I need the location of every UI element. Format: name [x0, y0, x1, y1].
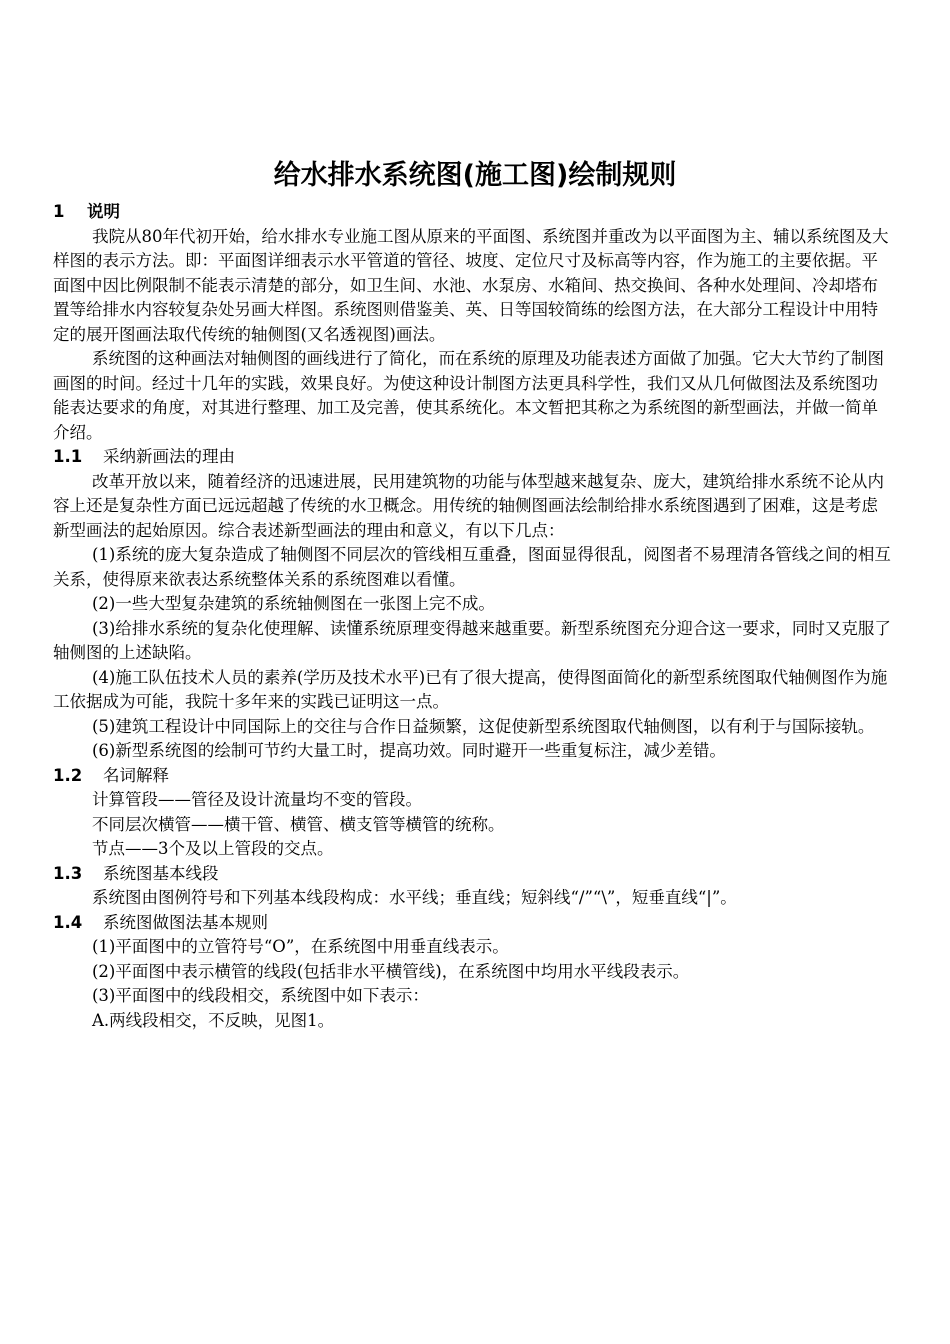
- list-item: (5)建筑工程设计中同国际上的交往与合作日益频繁，这促使新型系统图取代轴侧图，以有利于与国际接轨。: [92, 716, 875, 736]
- list-item: (3)平面图中的线段相交，系统图中如下表示：: [92, 986, 429, 1005]
- section-heading-1-3: 1.3 系统图基本线段: [53, 863, 219, 883]
- list-item: (1)系统的庞大复杂造成了轴侧图不同层次的管线相互重叠，图面显得很乱，阅图者不易理清各管线之间的相互关系，使得原来欲表达系统整体关系的系统图难以看懂。: [53, 545, 891, 589]
- list-item: (4)施工队伍技术人员的素养(学历及技术水平)已有了很大提高，使得图面简化的新型系统图取代轴侧图作为施工依据成为可能，我院十多年来的实践已证明这一点。: [53, 667, 888, 711]
- paragraph: 系统图的这种画法对轴侧图的画线进行了简化，而在系统的原理及功能表述方面做了加强。它大大节约了制图画图的时间。经过十几年的实践，效果良好。为使这种设计制图方法更具科学性，我们又从几何做图法及系统图功能表达要求的角度，对其进行整理、加工及完善，使其系统化。本文暂把其称之为系统图的新型画法，并做一简单介绍。: [53, 349, 884, 442]
- list-item: (1)平面图中的立管符号“O”，在系统图中用垂直线表示。: [92, 937, 509, 956]
- section-heading-1-2: 1.2 名词解释: [53, 765, 169, 785]
- list-item: (2)一些大型复杂建筑的系统轴侧图在一张图上完不成。: [92, 594, 495, 613]
- paragraph: 改革开放以来，随着经济的迅速进展，民用建筑物的功能与体型越来越复杂、庞大，建筑给排水系统不论从内容上还是复杂性方面已远远超越了传统的水卫概念。用传统的轴侧图画法绘制给排水系统图遇到了困难，这是考虑新型画法的起始原因。综合表述新型画法的理由和意义，有以下几点：: [53, 471, 884, 540]
- document-body: [53, 200, 893, 1033]
- paragraph: 系统图由图例符号和下列基本线段构成：水平线；垂直线；短斜线“/”“\”，短垂直线“|”。: [92, 888, 737, 907]
- paragraph: 我院从80年代初开始，给水排水专业施工图从原来的平面图、系统图并重改为以平面图为主、辅以系统图及大样图的表示方法。即：平面图详细表示水平管道的管径、坡度、定位尺寸及标高等内容，作为施工的主要依据。平面图中因比例限制不能表示清楚的部分，如卫生间、水池、水泵房、水箱间、热交换间、各种水处理间、冷却塔布置等给排水内容较复杂处另画大样图。系统图则借鉴美、英、日等国较简练的绘图方法，在大部分工程设计中用特定的展开图画法取代传统的轴侧图(又名透视图)画法。: [53, 226, 889, 344]
- section-heading-1: 1 说明: [53, 202, 120, 221]
- definition-item: 计算管段——管径及设计流量均不变的管段。: [92, 790, 422, 809]
- section-heading-1-1: 1.1 采纳新画法的理由: [53, 447, 235, 466]
- list-item: A.两线段相交，不反映，见图1。: [92, 1010, 335, 1030]
- list-item: (3)给排水系统的复杂化使理解、读懂系统原理变得越来越重要。新型系统图充分迎合这一要求，同时又克服了轴侧图的上述缺陷。: [53, 618, 891, 662]
- definition-item: 不同层次横管——横干管、横管、横支管等横管的统称。: [92, 814, 505, 834]
- definition-item: 节点——3个及以上管段的交点。: [92, 839, 334, 858]
- list-item: (2)平面图中表示横管的线段(包括非水平横管线)，在系统图中均用水平线段表示。: [92, 961, 690, 981]
- list-item: (6)新型系统图的绘制可节约大量工时，提高功效。同时避开一些重复标注，减少差错。: [92, 741, 726, 760]
- document-title: 给水排水系统图(施工图)绘制规则: [273, 160, 677, 191]
- section-heading-1-4: 1.4 系统图做图法基本规则: [53, 912, 268, 932]
